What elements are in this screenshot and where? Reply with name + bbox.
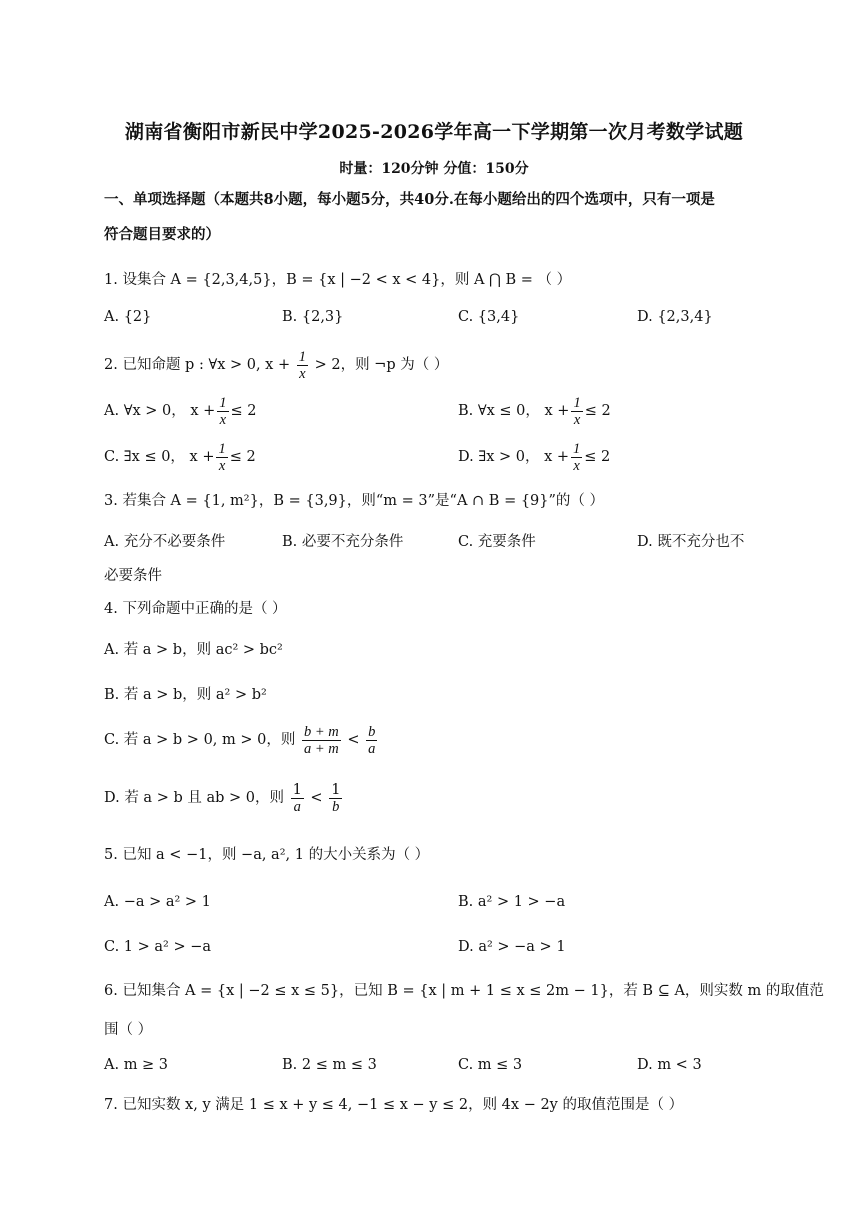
page-title: 湖南省衡阳市新民中学2025-2026学年高一下学期第一次月考数学试题 (124, 121, 744, 143)
q1-option-a: A. {2} (104, 309, 152, 325)
q5-option-d: D. a² > −a > 1 (458, 939, 566, 955)
q5-option-c: C. 1 > a² > −a (104, 939, 212, 955)
q2-stem-post: > 2，则 ¬p 为（ ） (314, 357, 449, 373)
question-2-stem (104, 347, 448, 383)
q4-option-d: D. 若 a > b 且 ab > 0，则 $\frac{1}{a}$ < $\frac{1}{b}$ (104, 781, 341, 815)
q5-option-b: B. a² > 1 > −a (458, 894, 566, 910)
q4-option-b: B. 若 a > b，则 a² > b² (104, 687, 267, 703)
q3-option-d: D. 既不充分也不 (637, 534, 745, 550)
q2-option-c: C. ∃x ≤ 0， x + $\frac{1}{x}$ ≤ 2 (104, 440, 256, 474)
q6-option-a: A. m ≥ 3 (104, 1057, 169, 1073)
question-5-stem: 5. 已知 a < −1，则 −a, a², 1 的大小关系为（ ） (104, 847, 430, 863)
question-4-stem: 4. 下列命题中正确的是（ ） (104, 601, 287, 617)
q3-option-a: A. 充分不必要条件 (104, 534, 226, 550)
question-1-stem: 1. 设集合 A = {2,3,4,5}，B = {x | −2 < x < 4}，则 A ⋂ B = （ ） (104, 272, 572, 288)
q6-option-d: D. m < 3 (637, 1057, 702, 1073)
q6-option-c: C. m ≤ 3 (458, 1057, 523, 1073)
question-6-stem-cont: 围（ ） (104, 1022, 153, 1038)
section-heading-cont: 符合题目要求的） (104, 226, 220, 243)
q3-option-b: B. 必要不充分条件 (282, 534, 404, 550)
q6-option-b: B. 2 ≤ m ≤ 3 (282, 1057, 377, 1073)
q3-option-d-cont: 必要条件 (104, 568, 162, 584)
q1-option-c: C. {3,4} (458, 309, 520, 325)
section-heading: 一、单项选择题（本题共8小题，每小题5分，共40分.在每小题给出的四个选项中，只有一项是 (104, 191, 715, 208)
q2-fraction: $\frac{1}{x}$ (298, 348, 306, 382)
q2-option-b: B. ∀x ≤ 0， x + $\frac{1}{x}$ ≤ 2 (458, 394, 611, 428)
question-6-stem: 6. 已知集合 A = {x | −2 ≤ x ≤ 5}，已知 B = {x | m + 1 ≤ x ≤ 2m − 1}，若 B ⊆ A，则实数 m 的取值范 (104, 983, 824, 999)
q3-option-c: C. 充要条件 (458, 534, 536, 550)
q2-stem-pre: 2. 已知命题 p : ∀x > 0, x + (104, 357, 291, 373)
question-7-stem: 7. 已知实数 x, y 满足 1 ≤ x + y ≤ 4, −1 ≤ x − y ≤ 2，则 4x − 2y 的取值范围是（ ） (104, 1097, 684, 1113)
q4-option-a: A. 若 a > b，则 ac² > bc² (104, 642, 283, 658)
q1-option-b: B. {2,3} (282, 309, 344, 325)
exam-info: 时量：120分钟 分值：150分 (339, 161, 529, 177)
q5-option-a: A. −a > a² > 1 (104, 894, 211, 910)
q4-option-c: C. 若 a > b > 0, m > 0，则 $\frac{b + m}{a + m}$ < $\frac{b}{a}$ (104, 723, 376, 757)
q2-option-a: A. ∀x > 0， x + $\frac{1}{x}$ ≤ 2 (104, 394, 257, 428)
q2-option-d: D. ∃x > 0， x + $\frac{1}{x}$ ≤ 2 (458, 440, 611, 474)
question-3-stem: 3. 若集合 A = {1, m²}，B = {3,9}，则“m = 3”是“A ∩ B = {9}”的（ ） (104, 493, 605, 509)
q1-option-d: D. {2,3,4} (637, 309, 713, 325)
